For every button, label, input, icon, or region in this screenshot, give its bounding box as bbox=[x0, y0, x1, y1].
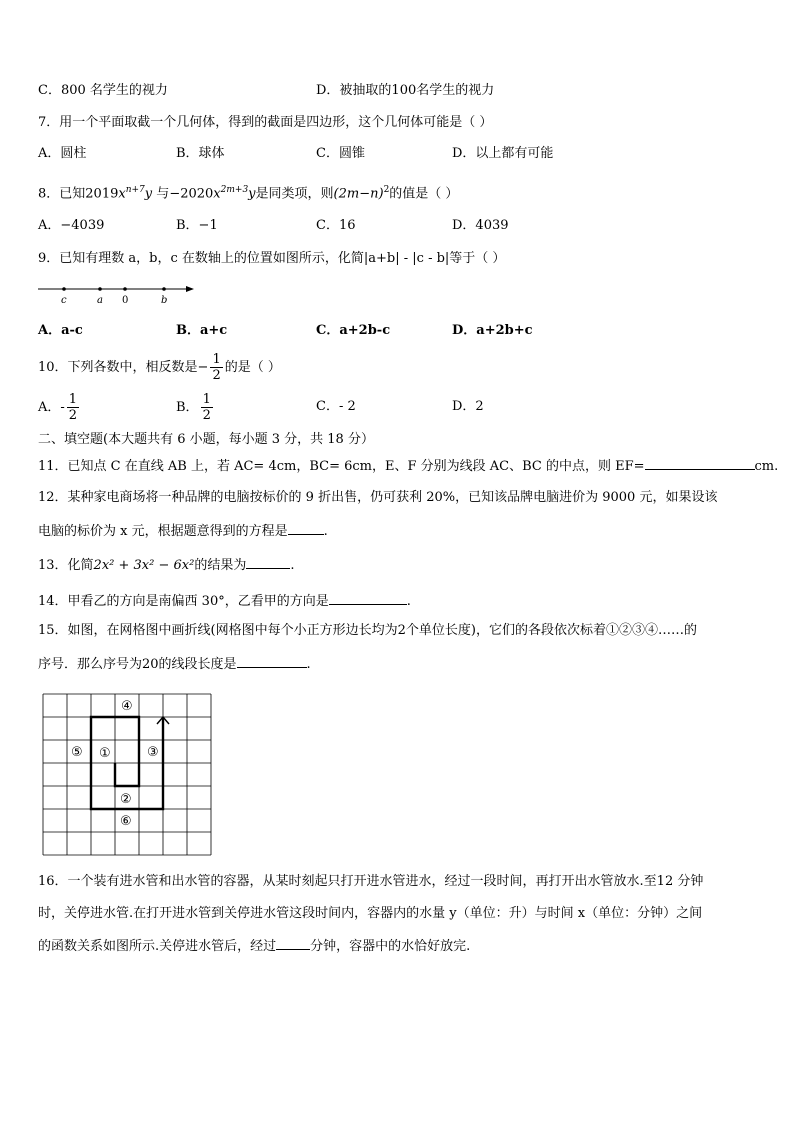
q16-line2: 时，关停进水管.在打开进水管到关停进水管这段时间内，容器内的水量 y（单位：升）与时间 x（单位：分钟）之间 bbox=[38, 906, 703, 921]
q9-number-line bbox=[36, 280, 198, 306]
label-2: ② bbox=[120, 792, 132, 807]
q12-line1: 12．某种家电商场将一种品牌的电脑按标价的 9 折出售，仍可获利 20%，已知该品牌电脑进价为 9000 元，如果设该 bbox=[38, 490, 718, 505]
q13-text: 13．化简2x² + 3x² − 6x²的结果为 . bbox=[38, 558, 295, 573]
label-3: ③ bbox=[147, 745, 159, 760]
q9-stem: 9．已知有理数 a，b，c 在数轴上的位置如图所示，化简|a+b| - |c - b|等于（ ） bbox=[38, 251, 506, 266]
q15-grid-figure bbox=[42, 693, 214, 857]
point-c bbox=[62, 287, 66, 291]
label-5: ⑤ bbox=[71, 745, 83, 760]
q16-line3: 的函数关系如图所示.关停进水管后，经过 分钟，容器中的水恰好放完. bbox=[38, 939, 471, 954]
q14-text: 14．甲看乙的方向是南偏西 30°，乙看甲的方向是 . bbox=[38, 594, 411, 609]
q12-answer-blank bbox=[288, 522, 324, 535]
q11-answer-blank bbox=[645, 457, 755, 470]
q7-option-d: D．以上都有可能 bbox=[452, 146, 554, 161]
label-b: b bbox=[161, 295, 168, 306]
q14-answer-blank bbox=[329, 592, 407, 605]
q10-stem: 10．下列各数中，相反数是− $\frac{1}{2}$ 的是（ ） bbox=[38, 352, 281, 383]
q8-option-c: C．16 bbox=[316, 218, 356, 233]
q10-option-b: B． $\frac{1}{2}$ bbox=[176, 392, 211, 423]
q13-answer-blank bbox=[246, 556, 290, 569]
q8-stem: 8．已知$2019x^{n+7}y$ 与$-2020x^{2m+3}y$是同类项，则$(2m-n)^2$的值是（ ） bbox=[38, 185, 459, 202]
q11-text: 11．已知点 C 在直线 AB 上，若 AC= 4cm，BC= 6cm，E、F 分别为线段 AC、BC 的中点，则 EF= cm. bbox=[38, 459, 779, 474]
label-0: 0 bbox=[122, 295, 129, 306]
q8-option-d: D．4039 bbox=[452, 218, 509, 233]
q6-option-d: D．被抽取的100名学生的视力 bbox=[316, 83, 495, 98]
q6-option-c: C．800 名学生的视力 bbox=[38, 83, 168, 98]
q12-line2: 电脑的标价为 x 元，根据题意得到的方程是 . bbox=[38, 524, 328, 539]
q9-option-a: A．a-c bbox=[38, 323, 83, 338]
q8-option-b: B．−1 bbox=[176, 218, 218, 233]
q16-line1: 16．一个装有进水管和出水管的容器，从某时刻起只打开进水管进水，经过一段时间，再打开出水管放水.至12 分钟 bbox=[38, 874, 704, 889]
q15-line1: 15．如图，在网格图中画折线(网格图中每个小正方形边长均为2个单位长度)，它们的各段依次标着①②③④……的 bbox=[38, 623, 697, 638]
label-4: ④ bbox=[121, 699, 133, 714]
label-c: c bbox=[61, 295, 67, 306]
q7-option-c: C．圆锥 bbox=[316, 146, 365, 161]
q7-option-b: B．球体 bbox=[176, 146, 225, 161]
q9-option-b: B．a+c bbox=[176, 323, 228, 338]
label-6: ⑥ bbox=[120, 814, 132, 829]
q8-option-a: A．−4039 bbox=[38, 218, 105, 233]
q16-answer-blank bbox=[276, 937, 310, 950]
q15-answer-blank bbox=[237, 655, 307, 668]
q7-option-a: A．圆柱 bbox=[38, 146, 87, 161]
label-1: ① bbox=[99, 746, 111, 761]
q9-option-d: D．a+2b+c bbox=[452, 323, 533, 338]
q15-line2: 序号．那么序号为20的线段长度是 . bbox=[38, 657, 311, 672]
q10-option-c: C．- 2 bbox=[316, 399, 356, 414]
q9-option-c: C．a+2b-c bbox=[316, 323, 391, 338]
q10-option-d: D．2 bbox=[452, 399, 484, 414]
q10-option-a: A．- $\frac{1}{2}$ bbox=[38, 392, 78, 423]
q7-stem: 7．用一个平面取截一个几何体，得到的截面是四边形，这个几何体可能是（ ） bbox=[38, 115, 493, 130]
point-b bbox=[162, 287, 166, 291]
point-0 bbox=[123, 287, 127, 291]
label-a: a bbox=[97, 295, 103, 306]
section-2-heading: 二、填空题(本大题共有 6 小题，每小题 3 分，共 18 分） bbox=[38, 432, 374, 447]
point-a bbox=[98, 287, 102, 291]
